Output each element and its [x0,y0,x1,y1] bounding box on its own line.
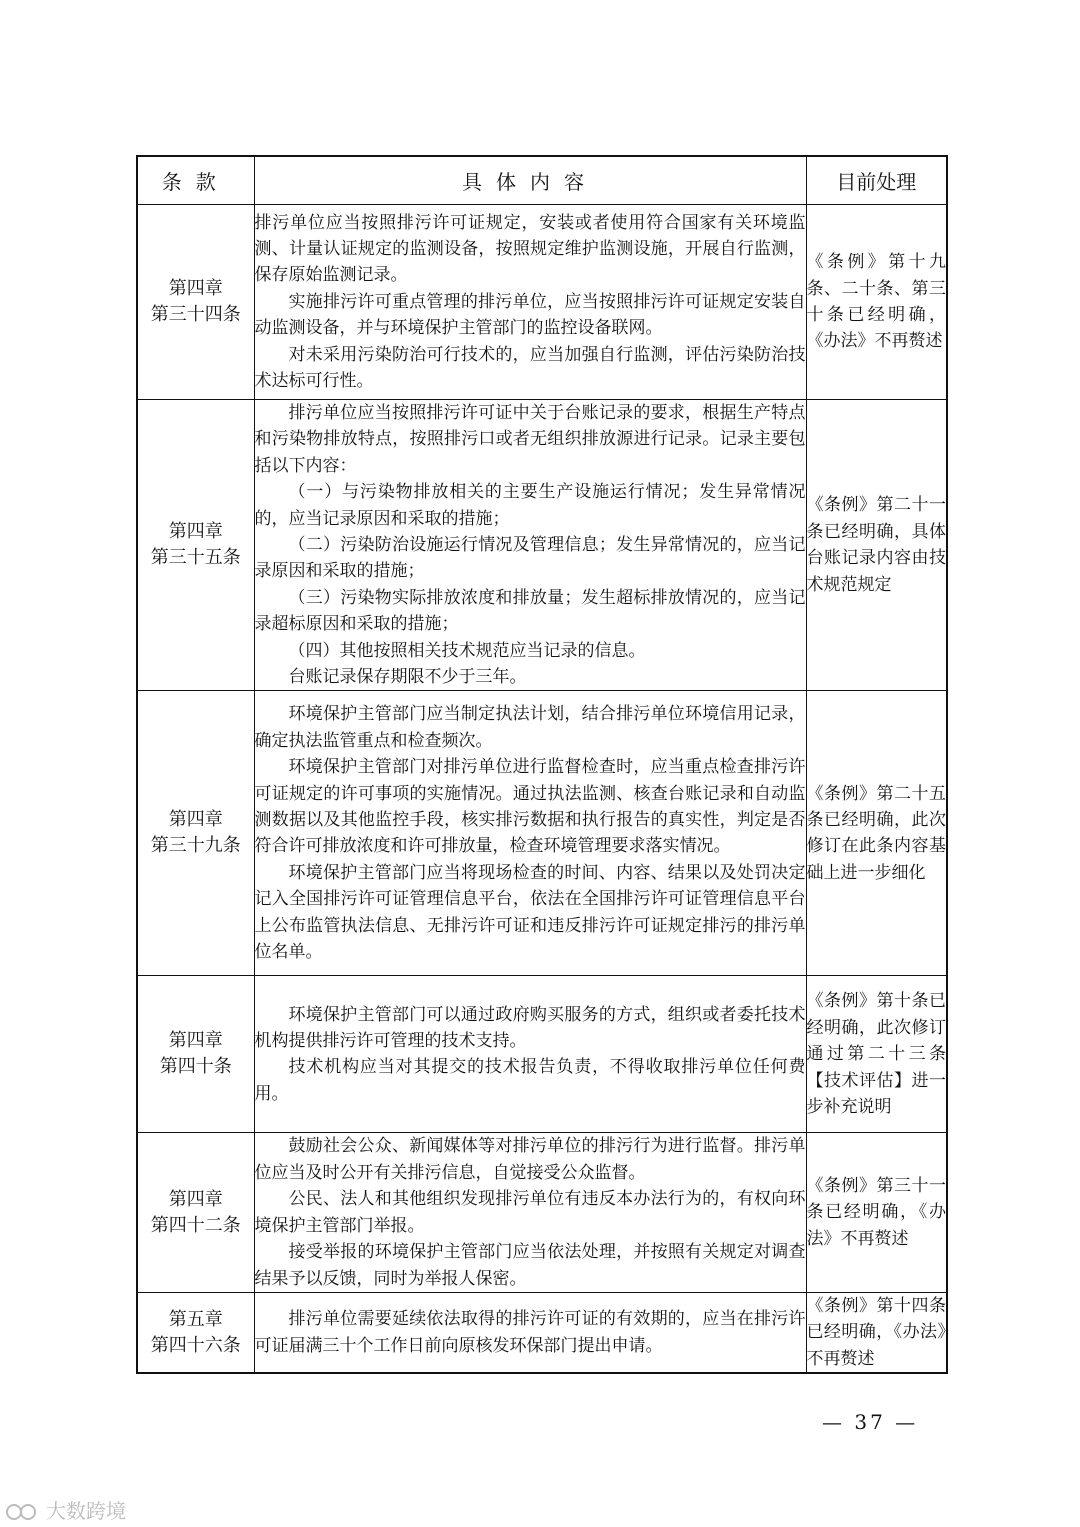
content-paragraph: 台账记录保存期限不少于三年。 [288,667,527,688]
article-label: 第四十二条 [150,1214,241,1236]
content-cell [254,1292,806,1373]
status-cell: 《条例》第三十一条已经明确，《办法》不再赘述 [806,1133,947,1292]
chapter-label: 第四章 [168,1188,223,1210]
content-cell [254,976,806,1133]
status-cell: 《条例》第二十五条已经明确，此次修订在此条内容基础上进一步细化 [806,691,947,976]
content-paragraph: 实施排污许可重点管理的排污单位，应当按照排污许可证规定安装自动监测设备，并与环境保护主管部门的监控设备联网。 [254,291,806,339]
watermark-text: 大数跨境 [46,1499,126,1523]
content-paragraph: 公民、法人和其他组织发现排污单位有违反本办法行为的，有权向环境保护主管部门举报。 [254,1189,806,1236]
table-row [137,1133,947,1292]
content-paragraph: 环境保护主管部门应当将现场检查的时间、内容、结果以及处罚决定记入全国排污许可证管理信息平台，依法在全国排污许可证管理信息平台上公布监管执法信息、无排污许可证和违反排污许可证规定排污的排污单位名单。 [254,862,806,963]
chapter-label: 第四章 [168,809,223,831]
chapter-label: 第四章 [168,278,223,299]
content-paragraph: 排污单位应当按照排污许可证规定，安装或者使用符合国家有关环境监测、计量认证规定的监测设备，按照规定维护监测设施，开展自行监测，保存原始监测记录。 [254,212,806,286]
content-paragraph: 排污单位应当按照排污许可证中关于台账记录的要求，根据生产特点和污染物排放特点，按照排污口或者无组织排放源进行记录。记录主要包括以下内容： [254,403,806,476]
content-cell [254,205,806,400]
table-row [137,400,947,691]
status-cell: 《条例》第二十一条已经明确，具体台账记录内容由技术规范规定 [806,400,947,691]
content-cell [254,1133,806,1292]
page-number: — 37 — [822,1410,919,1434]
content-paragraph: （二）污染防治设施运行情况及管理信息；发生异常情况的，应当记录原因和采取的措施； [254,535,806,582]
content-paragraph: 环境保护主管部门可以通过政府购买服务的方式，组织或者委托技术机构提供排污许可管理的技术支持。 [254,1004,806,1052]
content-paragraph: 技术机构应当对其提交的技术报告负责，不得收取排污单位任何费用。 [254,1057,806,1104]
status-cell: 《条例》第十条已经明确，此次修订通过第二十三条【技术评估】进一步补充说明 [806,976,947,1133]
content-paragraph: 排污单位需要延续依法取得的排污许可证的有效期的，应当在排污许可证届满三十个工作日前向原核发环保部门提出申请。 [254,1309,806,1356]
content-paragraph: （一）与污染物排放相关的主要生产设施运行情况；发生异常情况的，应当记录原因和采取的措施； [254,482,806,529]
content-paragraph: 鼓励社会公众、新闻媒体等对排污单位的排污行为进行监督。排污单位应当及时公开有关排污信息，自觉接受公众监督。 [254,1136,806,1183]
content-paragraph: （三）污染物实际排放浓度和排放量；发生超标排放情况的，应当记录超标原因和采取的措施； [254,587,806,635]
clause-cell [137,400,254,691]
chapter-label: 第四章 [168,1030,223,1052]
table-row [137,1292,947,1373]
regulation-table [136,155,948,1374]
status-cell: 《条例》第十九条、二十条、第三十条已经明确，《办法》不再赘述 [806,205,947,400]
table-body [137,205,947,1374]
weibo-logo-icon [6,1501,40,1519]
content-cell [254,691,806,976]
status-cell: 《条例》第十四条已经明确，《办法》不再赘述 [806,1292,947,1373]
header-content: 具体内容 [254,156,806,205]
clause-cell [137,1292,254,1373]
chapter-label: 第五章 [168,1308,223,1330]
article-label: 第四十条 [159,1056,232,1078]
article-label: 第四十六条 [150,1334,241,1356]
content-paragraph: 环境保护主管部门应当制定执法计划，结合排污单位环境信用记录，确定执法监管重点和检查频次。 [254,704,806,751]
content-paragraph: 接受举报的环境保护主管部门应当依法处理，并按照有关规定对调查结果予以反馈，同时为举报人保密。 [254,1242,806,1289]
watermark [6,1495,126,1524]
table-row [137,691,947,976]
header-clause: 条款 [137,156,254,205]
clause-cell [137,205,254,400]
chapter-label: 第四章 [168,521,223,543]
content-paragraph: （四）其他按照相关技术规范应当记录的信息。 [288,640,646,661]
table-row [137,205,947,400]
table-row [137,976,947,1133]
header-status: 目前处理 [806,156,947,205]
article-label: 第三十五条 [150,547,241,569]
article-label: 第三十四条 [150,304,241,325]
clause-cell [137,691,254,976]
clause-cell [137,1133,254,1292]
clause-cell [137,976,254,1133]
content-paragraph: 环境保护主管部门对排污单位进行监督检查时，应当重点检查排污许可证规定的许可事项的实施情况。通过执法监测、核查台账记录和自动监测数据以及其他监控手段，核实排污数据和执行报告的真实性，判定是否符合许可排放浓度和许可排放量，检查环境管理要求落实情况。 [254,757,806,857]
table-header-row [137,156,947,205]
content-cell [254,400,806,691]
article-label: 第三十九条 [150,835,241,857]
content-paragraph: 对未采用污染防治可行技术的，应当加强自行监测，评估污染防治技术达标可行性。 [254,344,806,392]
